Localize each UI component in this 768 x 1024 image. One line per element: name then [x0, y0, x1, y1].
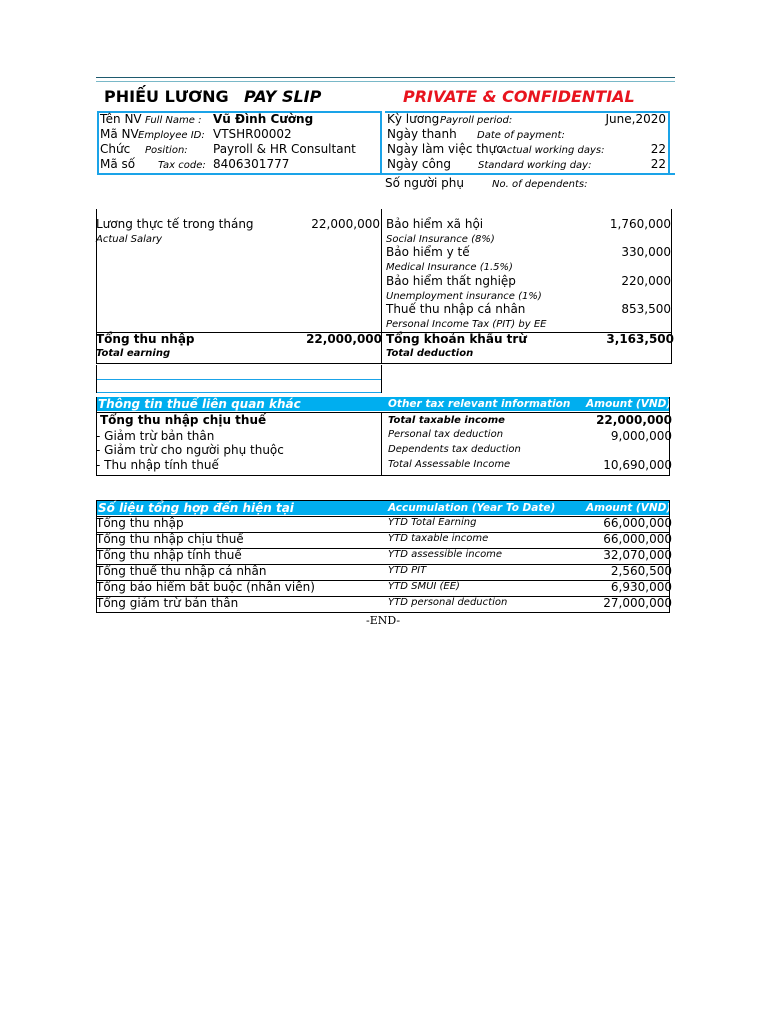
ytd-row-value: 6,930,000 — [610, 580, 672, 594]
medical-insurance-label-en: Medical Insurance (1.5%) — [386, 262, 513, 273]
ytd-row-value: 32,070,000 — [603, 548, 672, 562]
personal-deduction-label-en: Personal tax deduction — [388, 429, 504, 440]
ytd-row-label-en: YTD assessible income — [388, 549, 503, 560]
medical-insurance-value: 330,000 — [621, 245, 671, 259]
assessable-income-value: 10,690,000 — [603, 458, 672, 472]
total-earning-label: Tổng thu nhập — [96, 332, 195, 346]
unemployment-insurance-label: Bảo hiểm thất nghiệp — [386, 274, 516, 288]
unemployment-insurance-value: 220,000 — [621, 274, 671, 288]
total-earning-label-en: Total earning — [96, 348, 171, 359]
confidential-label: PRIVATE & CONFIDENTIAL — [403, 87, 635, 106]
tax-code-label-en: Tax code: — [158, 160, 206, 171]
dependents-label-en: No. of dependents: — [492, 179, 588, 190]
taxable-income-label: Tổng thu nhập chịu thuế — [100, 413, 267, 427]
ytd-bottom-rule — [96, 612, 670, 613]
social-insurance-value: 1,760,000 — [609, 217, 671, 231]
social-insurance-label-en: Social Insurance (8%) — [386, 234, 495, 245]
dependents-label-vi: Số người phụ — [385, 176, 464, 190]
taxable-income-label-en: Total taxable income — [388, 415, 505, 426]
ytd-row-value: 27,000,000 — [603, 596, 672, 610]
ytd-row-label: Tổng thu nhập — [96, 516, 184, 530]
ytd-header-amount: Amount (VND) — [586, 502, 672, 514]
pit-value: 853,500 — [621, 302, 671, 316]
position-value: Payroll & HR Consultant — [213, 142, 356, 156]
actual-days-label-en: Actual working days: — [500, 145, 605, 156]
title-vi: PHIẾU LƯƠNG — [104, 87, 229, 106]
standard-days-value: 22 — [650, 157, 666, 171]
net-box-left — [96, 365, 97, 393]
pit-label: Thuế thu nhập cá nhân — [386, 302, 526, 316]
title-en: PAY SLIP — [244, 87, 322, 106]
ytd-row-label-en: YTD personal deduction — [388, 597, 508, 608]
info-box-left-edge — [97, 111, 99, 173]
standard-days-label-en: Standard working day: — [478, 160, 592, 171]
payment-date-label-vi: Ngày thanh — [387, 127, 457, 141]
ytd-row-value: 66,000,000 — [603, 532, 672, 546]
standard-days-label-vi: Ngày công — [387, 157, 452, 171]
payment-date-label-en: Date of payment: — [477, 130, 565, 141]
total-deduction-label: Tổng khoản khấu trừ — [386, 332, 527, 346]
personal-deduction-value: 9,000,000 — [610, 429, 672, 443]
pit-label-en: Personal Income Tax (PIT) by EE — [386, 319, 547, 330]
medical-insurance-label: Bảo hiểm y tế — [386, 245, 470, 259]
social-insurance-label: Bảo hiểm xã hội — [386, 217, 484, 231]
actual-salary-label-en: Actual Salary — [96, 234, 163, 245]
taxable-income-value: 22,000,000 — [596, 413, 672, 427]
ytd-row-label: Tổng bảo hiểm bắt buộc (nhân viên) — [96, 580, 315, 594]
top-rule-light — [96, 81, 675, 82]
employee-id-value: VTSHR00002 — [213, 127, 292, 141]
tax-info-header-en: Other tax relevant information — [388, 398, 571, 410]
net-box-right — [381, 365, 382, 393]
employee-id-label-vi: Mã NV — [100, 127, 139, 141]
top-rule-dark — [96, 77, 675, 78]
dependents-deduction-label: - Giảm trừ cho người phụ thuộc — [96, 443, 284, 457]
ytd-row-label-en: YTD SMUI (EE) — [388, 581, 460, 592]
total-deduction-value: 3,163,500 — [606, 332, 674, 346]
total-deduction-label-en: Total deduction — [386, 348, 474, 359]
total-earning-value: 22,000,000 — [306, 332, 382, 346]
assessable-income-label: - Thu nhập tính thuế — [96, 458, 219, 472]
tax-code-value: 8406301777 — [213, 157, 290, 171]
ytd-header-vi: Số liệu tổng hợp đến hiện tại — [98, 501, 294, 515]
tax-info-header-vi: Thông tin thuế liên quan khác — [98, 397, 301, 411]
info-box-right-edge — [668, 111, 670, 173]
actual-days-value: 22 — [650, 142, 666, 156]
ytd-row-label: Tổng giảm trừ bản thân — [96, 596, 239, 610]
net-box-bottom — [97, 392, 381, 393]
ytd-row-label-en: YTD PIT — [388, 565, 427, 576]
ytd-row-value: 66,000,000 — [603, 516, 672, 530]
tax-info-bottom — [96, 475, 670, 476]
tax-info-header-amount: Amount (VND) — [586, 398, 672, 410]
personal-deduction-label: - Giảm trừ bản thân — [96, 429, 215, 443]
ytd-row-label-en: YTD Total Earning — [388, 517, 477, 528]
assessable-income-label-en: Total Assessable Income — [388, 459, 511, 470]
position-label-en: Position: — [145, 145, 188, 156]
end-marker: -END- — [366, 614, 401, 627]
net-box-top — [97, 379, 381, 380]
actual-salary-label: Lương thực tế trong tháng — [96, 217, 254, 231]
actual-days-label-vi: Ngày làm việc thực — [387, 142, 503, 156]
ytd-row-label: Tổng thu nhập chịu thuế — [96, 532, 244, 546]
totals-bottom-rule — [96, 363, 672, 364]
employee-id-label-en: Employee ID: — [138, 130, 205, 141]
actual-salary-value: 22,000,000 — [311, 217, 380, 231]
tax-code-label-vi: Mã số — [100, 157, 136, 171]
payroll-period-label-en: Payroll period: — [440, 115, 513, 126]
payroll-period-value: June,2020 — [605, 112, 666, 126]
position-label-vi: Chức — [100, 142, 131, 156]
ytd-row-label: Tổng thu nhập tính thuế — [96, 548, 242, 562]
ytd-row-label-en: YTD taxable income — [388, 533, 489, 544]
ytd-row-label: Tổng thuế thu nhập cá nhân — [96, 564, 267, 578]
fullname-label-vi: Tên NV — [100, 112, 142, 126]
ytd-row-value: 2,560,500 — [610, 564, 672, 578]
fullname-value: Vũ Đình Cường — [213, 112, 314, 126]
tax-info-divider — [381, 412, 382, 475]
payroll-period-label-vi: Kỳ lương — [387, 112, 440, 126]
unemployment-insurance-label-en: Unemployment insurance (1%) — [386, 291, 542, 302]
fullname-label-en: Full Name : — [145, 115, 202, 126]
info-box-left-right-edge — [380, 111, 382, 173]
info-box-bottom — [97, 173, 675, 175]
dependents-deduction-label-en: Dependents tax deduction — [388, 444, 521, 455]
ytd-header-en: Accumulation (Year To Date) — [388, 502, 556, 514]
